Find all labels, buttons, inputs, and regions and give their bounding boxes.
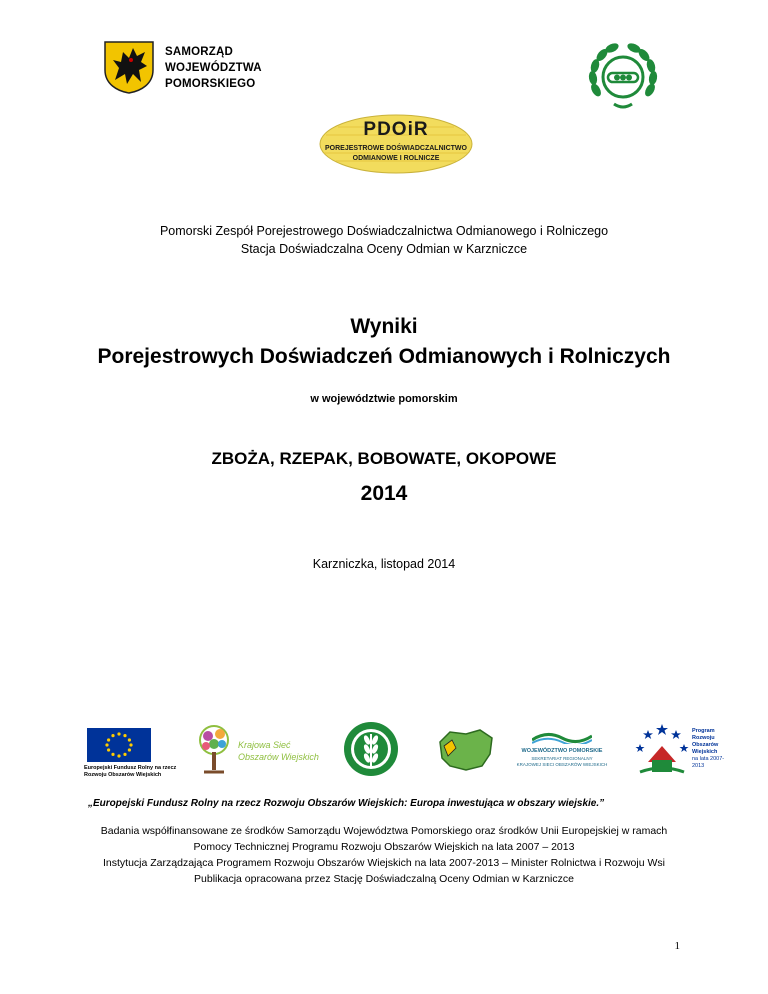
eu-line2: Rozwoju Obszarów Wiejskich [84,772,162,778]
pomorskie-map-icon [436,728,496,772]
samorzad-logo [103,40,343,94]
laurel-wreath-logo [586,40,660,114]
woj-pomorskie-logo [514,730,610,774]
prow-line4: Wiejskich [692,749,718,755]
funding-line4: Publikacja opracowana przez Stację Doświadczalną Oceny Odmian w Karzniczce [194,873,574,885]
institution-line1: Pomorski Zespół Porejestrowego Doświadczalnictwa Odmianowego i Rolniczego [159,224,609,238]
document-year: 2014 [360,482,408,505]
pdoir-logo [318,113,474,175]
funding-line1: Badania współfinansowane ze środków Samorządu Województwa Pomorskiego oraz środków Unii Europejskiej w ramach [100,825,668,837]
pdoir-abbr: PDOiR [363,119,429,140]
woj-line2: SEKRETARIAT REGIONALNY [531,756,593,761]
ksow-line1: Krajowa Sieć [238,740,291,750]
woj-line1: WOJEWÓDZTWO POMORSKIE [521,748,603,754]
place-date: Karzniczka, listopad 2014 [312,557,456,571]
wheat-seal-logo [342,720,400,778]
samorzad-line2: WOJEWÓDZTWA POMORSKIEGO [165,62,262,90]
ksow-line2: Obszarów Wiejskich [238,752,319,762]
document-title [0,312,768,372]
eafrd-motto: „Europejski Fundusz Rolny na rzecz Rozwoju Obszarów Wiejskich: Europa inwestująca w obszary wiejskie.” [88,798,605,809]
title-line1: Wyniki [350,315,418,338]
pdoir-line2: ODMIANOWE I ROLNICZE [352,155,440,162]
griffin-coat-of-arms-icon [103,40,155,94]
page-number: 1 [674,940,680,952]
title-line2: Porejestrowych Doświadczeń Odmianowych i Rolniczych [97,345,671,368]
funding-line2: Pomocy Technicznej Programu Rozwoju Obszarów Wiejskich na lata 2007 – 2013 [193,841,575,853]
document-subtitle: w województwie pomorskim [310,393,458,405]
institution-block [0,222,768,258]
eu-logo [84,728,180,780]
wave-icon [532,730,592,744]
samorzad-line1: SAMORZĄD [165,46,234,58]
prow-line2: Rozwoju [692,735,715,741]
eu-line1: Europejski Fundusz Rolny na rzecz [84,765,177,771]
prow-stars-house-icon [634,722,690,778]
prow-line3: Obszarów [692,742,719,748]
ksow-logo [192,722,322,778]
crop-categories: ZBOŻA, RZEPAK, BOBOWATE, OKOPOWE [211,449,557,468]
laurel-wreath-icon [586,40,660,114]
wheat-seal-icon [342,720,400,778]
tree-hand-icon [192,722,236,774]
eu-flag-icon [87,728,151,762]
prow-logo [634,722,734,778]
woj-line3: KRAJOWEJ SIECI OBSZARÓW WIEJSKICH [516,762,608,767]
pomorskie-map-logo [436,728,496,772]
prow-line1: Program [692,728,715,734]
funding-line3: Instytucja Zarządzająca Programem Rozwoju Obszarów Wiejskich na lata 2007-2013 – Minister Rolnictwa i Rozwoju Wsi [103,857,665,869]
pdoir-line1: POREJESTROWE DOŚWIADCZALNICTWO [325,145,467,152]
prow-line5: na lata 2007-2013 [692,756,725,769]
prow-text [692,728,734,770]
funding-note [0,823,768,887]
institution-line2: Stacja Doświadczalna Oceny Odmian w Karzniczce [240,242,528,256]
